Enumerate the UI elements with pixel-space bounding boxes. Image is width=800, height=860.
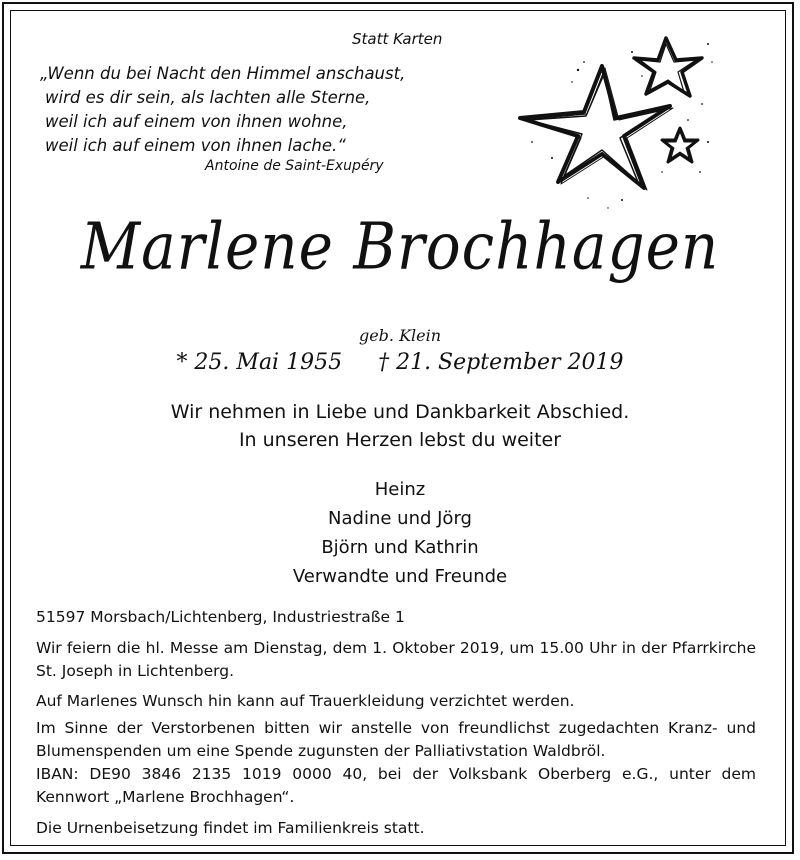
quote-author: Antoine de Saint-Exupéry <box>205 158 384 174</box>
iban-info: IBAN: DE90 3846 2135 1019 0000 40, bei der Volksbank Oberberg e.G., unter dem Kennwort „Marlene Brochhagen“. <box>36 765 756 806</box>
header-statt-karten: Statt Karten <box>352 30 443 48</box>
birth-date: * 25. Mai 1955 <box>176 350 343 375</box>
quote-line-1: „Wenn du bei Nacht den Himmel anschaust, <box>40 64 406 83</box>
mourner-3: Björn und Kathrin <box>321 537 479 558</box>
donation-info: Im Sinne der Verstorbenen bitten wir anstelle von freundlichst zugedachten Kranz- und Blumenspenden um eine Spende zugunsten der Palliativstation Waldbröl. <box>36 719 756 760</box>
quote-line-3: weil ich auf einem von ihnen wohne, <box>45 112 348 131</box>
burial-info: Die Urnenbeisetzung findet im Familienkreis statt. <box>36 819 425 837</box>
farewell-line-2: In unseren Herzen lebst du weiter <box>238 429 562 451</box>
farewell-line-1: Wir nehmen in Liebe und Dankbarkeit Abschied. <box>170 401 630 423</box>
mourner-1: Heinz <box>374 479 426 500</box>
wish-info: Auf Marlenes Wunsch hin kann auf Trauerkleidung verzichtet werden. <box>36 692 575 710</box>
deceased-name: Marlene Brochhagen <box>80 207 720 285</box>
life-dates <box>0 350 800 375</box>
quote-line-4: weil ich auf einem von ihnen lache.“ <box>45 136 346 155</box>
mourner-4: Verwandte und Freunde <box>292 566 508 587</box>
death-date: † 21. September 2019 <box>378 350 624 375</box>
quote-line-2: wird es dir sein, als lachten alle Sterne, <box>45 88 371 107</box>
maiden-name: geb. Klein <box>358 326 442 345</box>
stars-icon <box>512 22 722 222</box>
address: 51597 Morsbach/Lichtenberg, Industriestraße 1 <box>36 608 405 626</box>
mourner-2: Nadine und Jörg <box>328 508 472 529</box>
mass-info: Wir feiern die hl. Messe am Dienstag, dem 1. Oktober 2019, um 15.00 Uhr in der Pfarrkirche St. Joseph in Lichtenberg. <box>36 639 756 680</box>
